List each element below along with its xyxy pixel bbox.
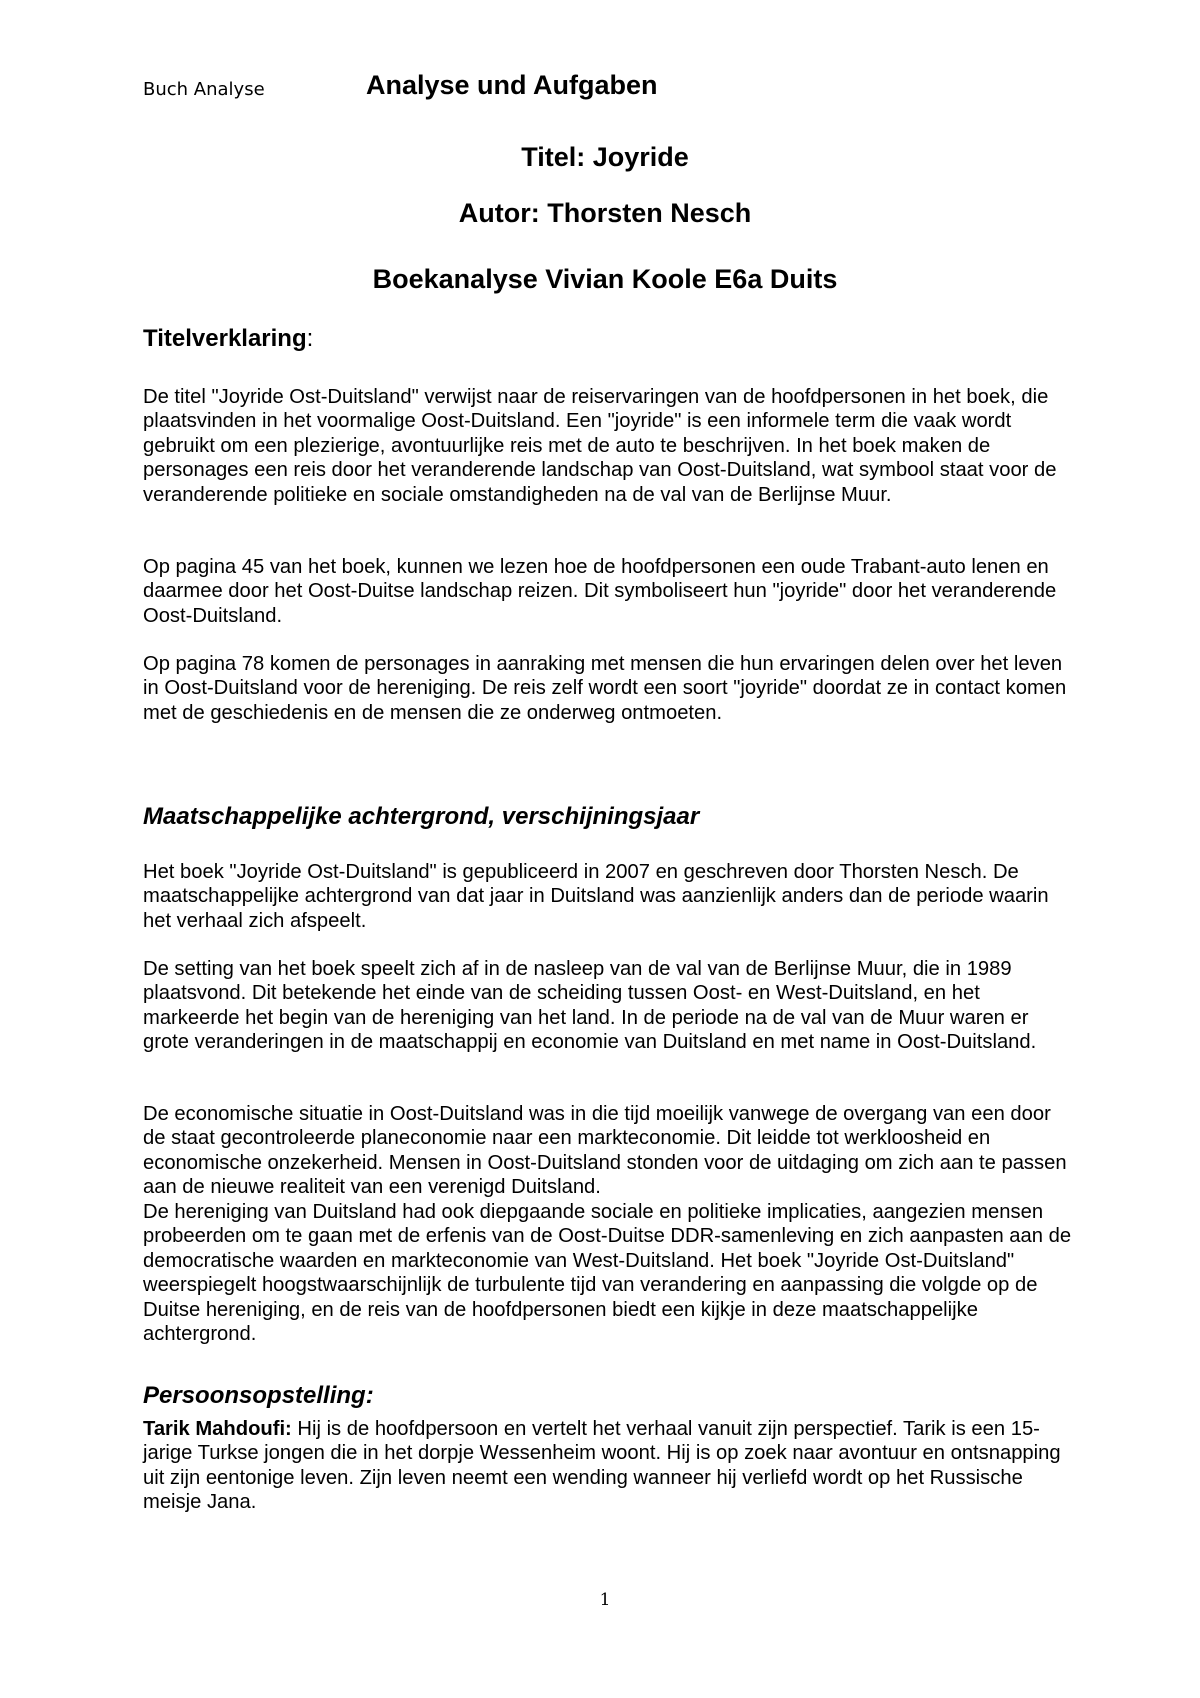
paragraph: Op pagina 78 komen de personages in aanraking met mensen die hun ervaringen delen over het leven in Oost-Duitsland voor de hereniging. De reis zelf wordt een soort "joyride" doordat ze in contact komen met de geschiedenis en de mensen die ze onderweg ontmoeten. <box>143 653 1067 724</box>
book-title: Titel: Joyride <box>521 142 689 172</box>
section-heading-personen: Persoonsopstelling: <box>143 1382 374 1409</box>
character-paragraph <box>143 1417 1073 1515</box>
paragraph: De hereniging van Duitsland had ook diepgaande sociale en politieke implicaties, aangezien mensen probeerden om te gaan met de erfenis van de Oost-Duitse DDR-samenleving en zich aanpasten aan de democratische waarden en markteconomie van West-Duitsland. Het boek "Joyride Ost-Duitsland" weerspiegelt hoogstwaarschijnlijk de turbulente tijd van verandering en aanpassing die volgde op de Duitse hereniging, en de reis van de hoofdpersonen biedt een kijkje in deze maatschappelijke achtergrond. <box>143 1201 1072 1346</box>
section-heading-titelverklaring <box>143 325 313 353</box>
character-name: Tarik Mahdoufi: <box>143 1418 292 1440</box>
book-author: Autor: Thorsten Nesch <box>458 198 752 228</box>
heading-colon: : <box>306 325 314 352</box>
page-number: 1 <box>599 1590 611 1610</box>
section-heading-achtergrond: Maatschappelijke achtergrond, verschijningsjaar <box>143 803 700 830</box>
paragraph: De setting van het boek speelt zich af in de nasleep van de val van de Berlijnse Muur, die in 1989 plaatsvond. Dit betekende het einde van de scheiding tussen Oost- en West-Duitsland, en het markeerde het begin van de hereniging van het land. In de periode na de val van de Muur waren er grote veranderingen in de maatschappij en economie van Duitsland en met name in Oost-Duitsland. <box>143 958 1037 1054</box>
header-label: Buch Analyse <box>143 79 265 100</box>
paragraph: Op pagina 45 van het boek, kunnen we lezen hoe de hoofdpersonen een oude Trabant-auto lenen en daarmee door het Oost-Duitse landschap reizen. Dit symboliseert hun "joyride" door het veranderende Oost-Duitsland. <box>143 556 1057 627</box>
paragraph: De titel "Joyride Ost-Duitsland" verwijst naar de reiservaringen van de hoofdpersonen in het boek, die plaatsvinden in het voormalige Oost-Duitsland. Een "joyride" is een informele term die vaak wordt gebruikt om een plezierige, avontuurlijke reis met de auto te beschrijven. In het boek maken de personages een reis door het veranderende landschap van Oost-Duitsland, wat symbool staat voor de veranderende politieke en sociale omstandigheden na de val van de Berlijnse Muur. <box>143 386 1057 506</box>
heading-text: Titelverklaring <box>143 325 307 352</box>
character-description: Hij is de hoofdpersoon en vertelt het verhaal vanuit zijn perspectief. Tarik is een 15-jarige Turkse jongen die in het dorpje Wessenheim woont. Hij is op zoek naar avontuur en ontsnapping uit zijn eentonige leven. Zijn leven neemt een wending wanneer hij verliefd wordt op het Russische meisje Jana. <box>143 1418 1061 1514</box>
analysis-line: Boekanalyse Vivian Koole E6a Duits <box>372 264 838 294</box>
paragraph: De economische situatie in Oost-Duitsland was in die tijd moeilijk vanwege de overgang van een door de staat gecontroleerde planeconomie naar een markteconomie. Dit leidde tot werkloosheid en economische onzekerheid. Mensen in Oost-Duitsland stonden voor de uitdaging om zich aan te passen aan de nieuwe realiteit van een verenigd Duitsland. <box>143 1103 1067 1199</box>
paragraph: Het boek "Joyride Ost-Duitsland" is gepubliceerd in 2007 en geschreven door Thorsten Nesch. De maatschappelijke achtergrond van dat jaar in Duitsland was aanzienlijk anders dan de periode waarin het verhaal zich afspeelt. <box>143 861 1049 932</box>
header-title: Analyse und Aufgaben <box>366 70 658 100</box>
